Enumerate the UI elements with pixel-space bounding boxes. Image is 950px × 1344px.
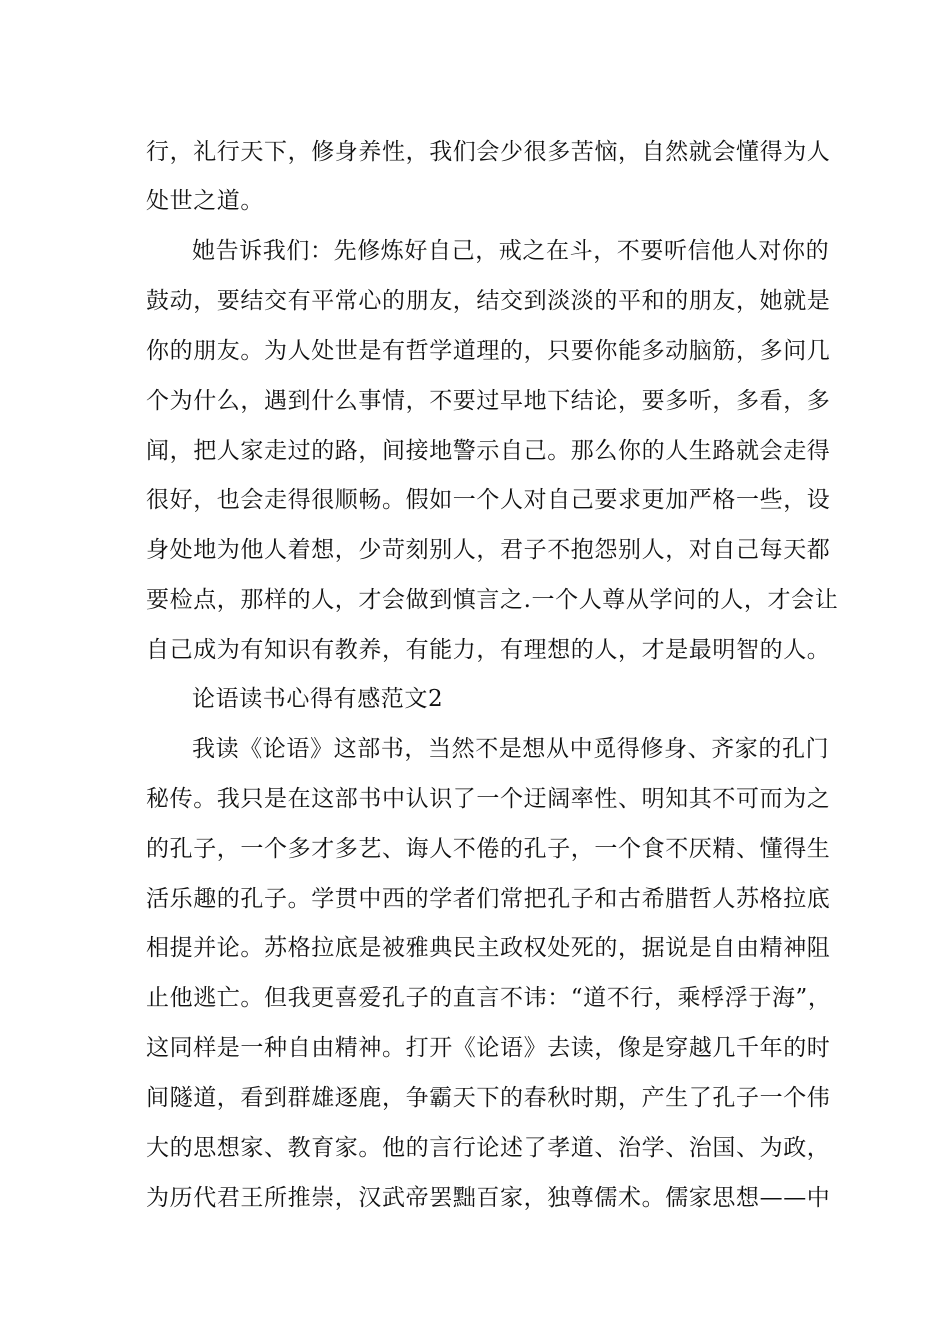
paragraph-line: 很好，也会走得很顺畅。假如一个人对自己要求更加严格一些，设: [146, 487, 831, 513]
paragraph-line: 自己成为有知识有教养，有能力，有理想的人，才是最明智的人。: [146, 637, 831, 663]
paragraph-line: 闻，把人家走过的路，间接地警示自己。那么你的人生路就会走得: [146, 438, 831, 464]
paragraph-line: 止他逃亡。但我更喜爱孔子的直言不讳：“道不行，乘桴浮于海”，: [146, 985, 832, 1011]
paragraph-line: 要检点，那样的人，才会做到慎言之.一个人尊从学问的人，才会让: [146, 587, 839, 613]
section-heading: 论语读书心得有感范文2: [192, 686, 444, 712]
paragraph-line: 活乐趣的孔子。学贯中西的学者们常把孔子和古希腊哲人苏格拉底: [146, 886, 831, 912]
paragraph-line: 她告诉我们：先修炼好自己，戒之在斗，不要听信他人对你的: [192, 238, 830, 264]
paragraph-line: 大的思想家、教育家。他的言行论述了孝道、治学、治国、为政，: [146, 1135, 831, 1161]
paragraph-line: 个为什么，遇到什么事情，不要过早地下结论，要多听，多看，多: [146, 388, 831, 414]
paragraph-line: 间隧道，看到群雄逐鹿，争霸天下的春秋时期，产生了孔子一个伟: [146, 1085, 831, 1111]
paragraph-line: 我读《论语》这部书，当然不是想从中觅得修身、齐家的孔门: [192, 736, 830, 762]
paragraph-line: 你的朋友。为人处世是有哲学道理的，只要你能多动脑筋，多问几: [146, 338, 831, 364]
paragraph-line: 鼓动，要结交有平常心的朋友，结交到淡淡的平和的朋友，她就是: [146, 288, 831, 314]
paragraph-line: 处世之道。: [146, 188, 264, 214]
paragraph-line: 秘传。我只是在这部书中认识了一个迂阔率性、明知其不可而为之: [146, 786, 831, 812]
paragraph-line: 的孔子，一个多才多艺、诲人不倦的孔子，一个食不厌精、懂得生: [146, 836, 831, 862]
paragraph-line: 行，礼行天下，修身养性，我们会少很多苦恼，自然就会懂得为人: [146, 139, 831, 165]
paragraph-line: 相提并论。苏格拉底是被雅典民主政权处死的，据说是自由精神阻: [146, 935, 831, 961]
paragraph-line: 这同样是一种自由精神。打开《论语》去读，像是穿越几千年的时: [146, 1035, 831, 1061]
paragraph-line: 为历代君王所推崇，汉武帝罢黜百家，独尊儒术。儒家思想——中: [146, 1185, 831, 1211]
paragraph-line: 身处地为他人着想，少苛刻别人，君子不抱怨别人，对自己每天都: [146, 537, 831, 563]
